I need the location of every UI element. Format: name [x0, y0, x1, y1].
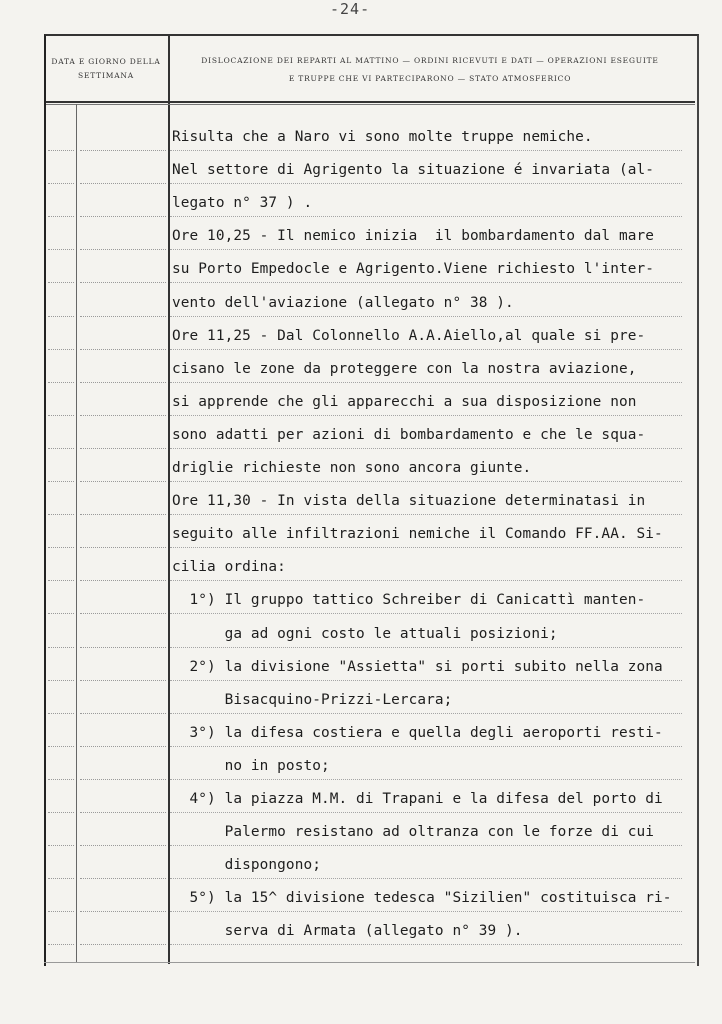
- left-ruled-line: [48, 249, 74, 250]
- body-line: Ore 11,25 - Dal Colonnello A.A.Aiello,al quale si pre-: [172, 327, 646, 344]
- left-ruled-line: [80, 713, 166, 714]
- left-ruled-line: [80, 349, 166, 350]
- left-ruled-line: [48, 647, 74, 648]
- ruled-line: [170, 746, 682, 747]
- ruled-line: [170, 812, 682, 813]
- body-line: sono adatti per azioni di bombardamento e che le squa-: [172, 426, 646, 443]
- ruled-line: [170, 580, 682, 581]
- ruled-line: [170, 713, 682, 714]
- left-ruled-line: [48, 878, 74, 879]
- left-ruled-line: [48, 448, 74, 449]
- left-ruled-line: [48, 150, 74, 151]
- left-ruled-line: [48, 349, 74, 350]
- bottom-rule: [44, 962, 695, 963]
- left-ruled-line: [48, 845, 74, 846]
- left-ruled-line: [48, 216, 74, 217]
- body-line: driglie richieste non sono ancora giunte.: [172, 460, 532, 476]
- body-line: Palermo resistano ad oltranza con le forze di cui: [172, 824, 655, 841]
- body-line: seguito alle infiltrazioni nemiche il Comando FF.AA. Si-: [172, 526, 663, 543]
- body-line: Ore 11,30 - In vista della situazione determinatasi in: [172, 493, 646, 510]
- header-date-column: [44, 55, 168, 99]
- left-ruled-line: [48, 680, 74, 681]
- left-ruled-line: [48, 415, 74, 416]
- ruled-line: [170, 779, 682, 780]
- left-ruled-line: [80, 481, 166, 482]
- left-ruled-line: [80, 911, 166, 912]
- body-line: serva di Armata (allegato n° 39 ).: [172, 923, 523, 940]
- left-ruled-line: [80, 812, 166, 813]
- header-rule: [46, 101, 695, 103]
- ruled-line: [170, 680, 682, 681]
- body-line: Bisacquino-Prizzi-Lercara;: [172, 691, 453, 708]
- page-number: -24-: [330, 0, 371, 18]
- left-ruled-line: [80, 249, 166, 250]
- left-ruled-line: [48, 183, 74, 184]
- body-line: Risulta che a Naro vi sono molte truppe nemiche.: [172, 129, 593, 145]
- ruled-line: [170, 613, 682, 614]
- left-ruled-line: [80, 680, 166, 681]
- body-line: si apprende che gli apparecchi a sua disposizione non: [172, 393, 637, 410]
- ruled-line: [170, 647, 682, 648]
- body-line: cilia ordina:: [172, 559, 286, 576]
- body-line: 5°) la 15^ divisione tedesca "Sizilien" costituisca ri-: [172, 890, 672, 907]
- header-content-line2: E TRUPPE CHE VI PARTECIPARONO — STATO ATMOSFERICO: [288, 74, 572, 83]
- left-ruled-line: [80, 216, 166, 217]
- column-divider: [168, 36, 170, 964]
- left-ruled-line: [48, 779, 74, 780]
- ruled-line: [170, 249, 682, 250]
- left-ruled-line: [48, 316, 74, 317]
- left-ruled-line: [80, 282, 166, 283]
- ruled-line: [170, 183, 682, 184]
- left-ruled-line: [48, 481, 74, 482]
- left-ruled-line: [80, 647, 166, 648]
- header-date-label: DATA E GIORNO DELLA SETTIMANA: [51, 57, 161, 80]
- left-ruled-line: [80, 382, 166, 383]
- body-line: Ore 10,25 - Il nemico inizia il bombardamento dal mare: [172, 228, 655, 245]
- body-line: legato n° 37 ) .: [172, 195, 313, 212]
- left-ruled-line: [48, 547, 74, 548]
- left-ruled-line: [80, 514, 166, 515]
- ruled-line: [170, 382, 682, 383]
- ruled-line: [170, 878, 682, 879]
- left-ruled-line: [80, 448, 166, 449]
- left-ruled-line: [80, 316, 166, 317]
- left-ruled-line: [48, 911, 74, 912]
- left-ruled-line: [48, 746, 74, 747]
- body-line: vento dell'aviazione (allegato n° 38 ).: [172, 294, 514, 311]
- left-ruled-line: [80, 150, 166, 151]
- body-line: dispongono;: [172, 857, 321, 874]
- ruled-line: [170, 316, 682, 317]
- ruled-line: [170, 150, 682, 151]
- body-line: cisano le zone da proteggere con la nostra aviazione,: [172, 360, 637, 377]
- left-ruled-line: [48, 613, 74, 614]
- body-line: 2°) la divisione "Assietta" si porti subito nella zona: [172, 658, 663, 675]
- header-content-line1: DISLOCAZIONE DEI REPARTI AL MATTINO — ORDINI RICEVUTI E DATI — OPERAZIONI ESEGUITE: [201, 56, 659, 65]
- ruled-line: [170, 547, 682, 548]
- ruled-line: [170, 216, 682, 217]
- date-column-divider: [76, 104, 77, 962]
- body-line: 4°) la piazza M.M. di Trapani e la difesa del porto di: [172, 791, 663, 807]
- header-content-column: [176, 52, 684, 92]
- ruled-line: [170, 349, 682, 350]
- left-ruled-line: [80, 613, 166, 614]
- left-ruled-line: [80, 547, 166, 548]
- left-ruled-line: [48, 812, 74, 813]
- left-ruled-line: [48, 382, 74, 383]
- body-line: 1°) Il gruppo tattico Schreiber di Canicattì manten-: [172, 592, 646, 609]
- body-line: 3°) la difesa costiera e quella degli aeroporti resti-: [172, 724, 663, 741]
- ruled-line: [170, 415, 682, 416]
- left-ruled-line: [48, 580, 74, 581]
- body-line: su Porto Empedocle e Agrigento.Viene richiesto l'inter-: [172, 261, 655, 278]
- left-ruled-line: [80, 746, 166, 747]
- ruled-line: [170, 514, 682, 515]
- body-line: Nel settore di Agrigento la situazione é invariata (al-: [172, 162, 655, 179]
- left-ruled-line: [80, 183, 166, 184]
- left-ruled-line: [48, 944, 74, 945]
- ruled-line: [170, 845, 682, 846]
- left-ruled-line: [48, 713, 74, 714]
- left-ruled-line: [48, 282, 74, 283]
- ruled-line: [170, 448, 682, 449]
- left-ruled-line: [80, 944, 166, 945]
- ruled-line: [170, 282, 682, 283]
- left-ruled-line: [80, 415, 166, 416]
- ruled-line: [170, 481, 682, 482]
- ruled-line: [170, 944, 682, 945]
- left-ruled-line: [80, 779, 166, 780]
- body-line: ga ad ogni costo le attuali posizioni;: [172, 625, 558, 642]
- ruled-line: [170, 911, 682, 912]
- body-line: no in posto;: [172, 757, 330, 774]
- left-ruled-line: [80, 845, 166, 846]
- header-rule-secondary: [46, 104, 695, 105]
- left-ruled-line: [80, 878, 166, 879]
- left-ruled-line: [48, 514, 74, 515]
- left-ruled-line: [80, 580, 166, 581]
